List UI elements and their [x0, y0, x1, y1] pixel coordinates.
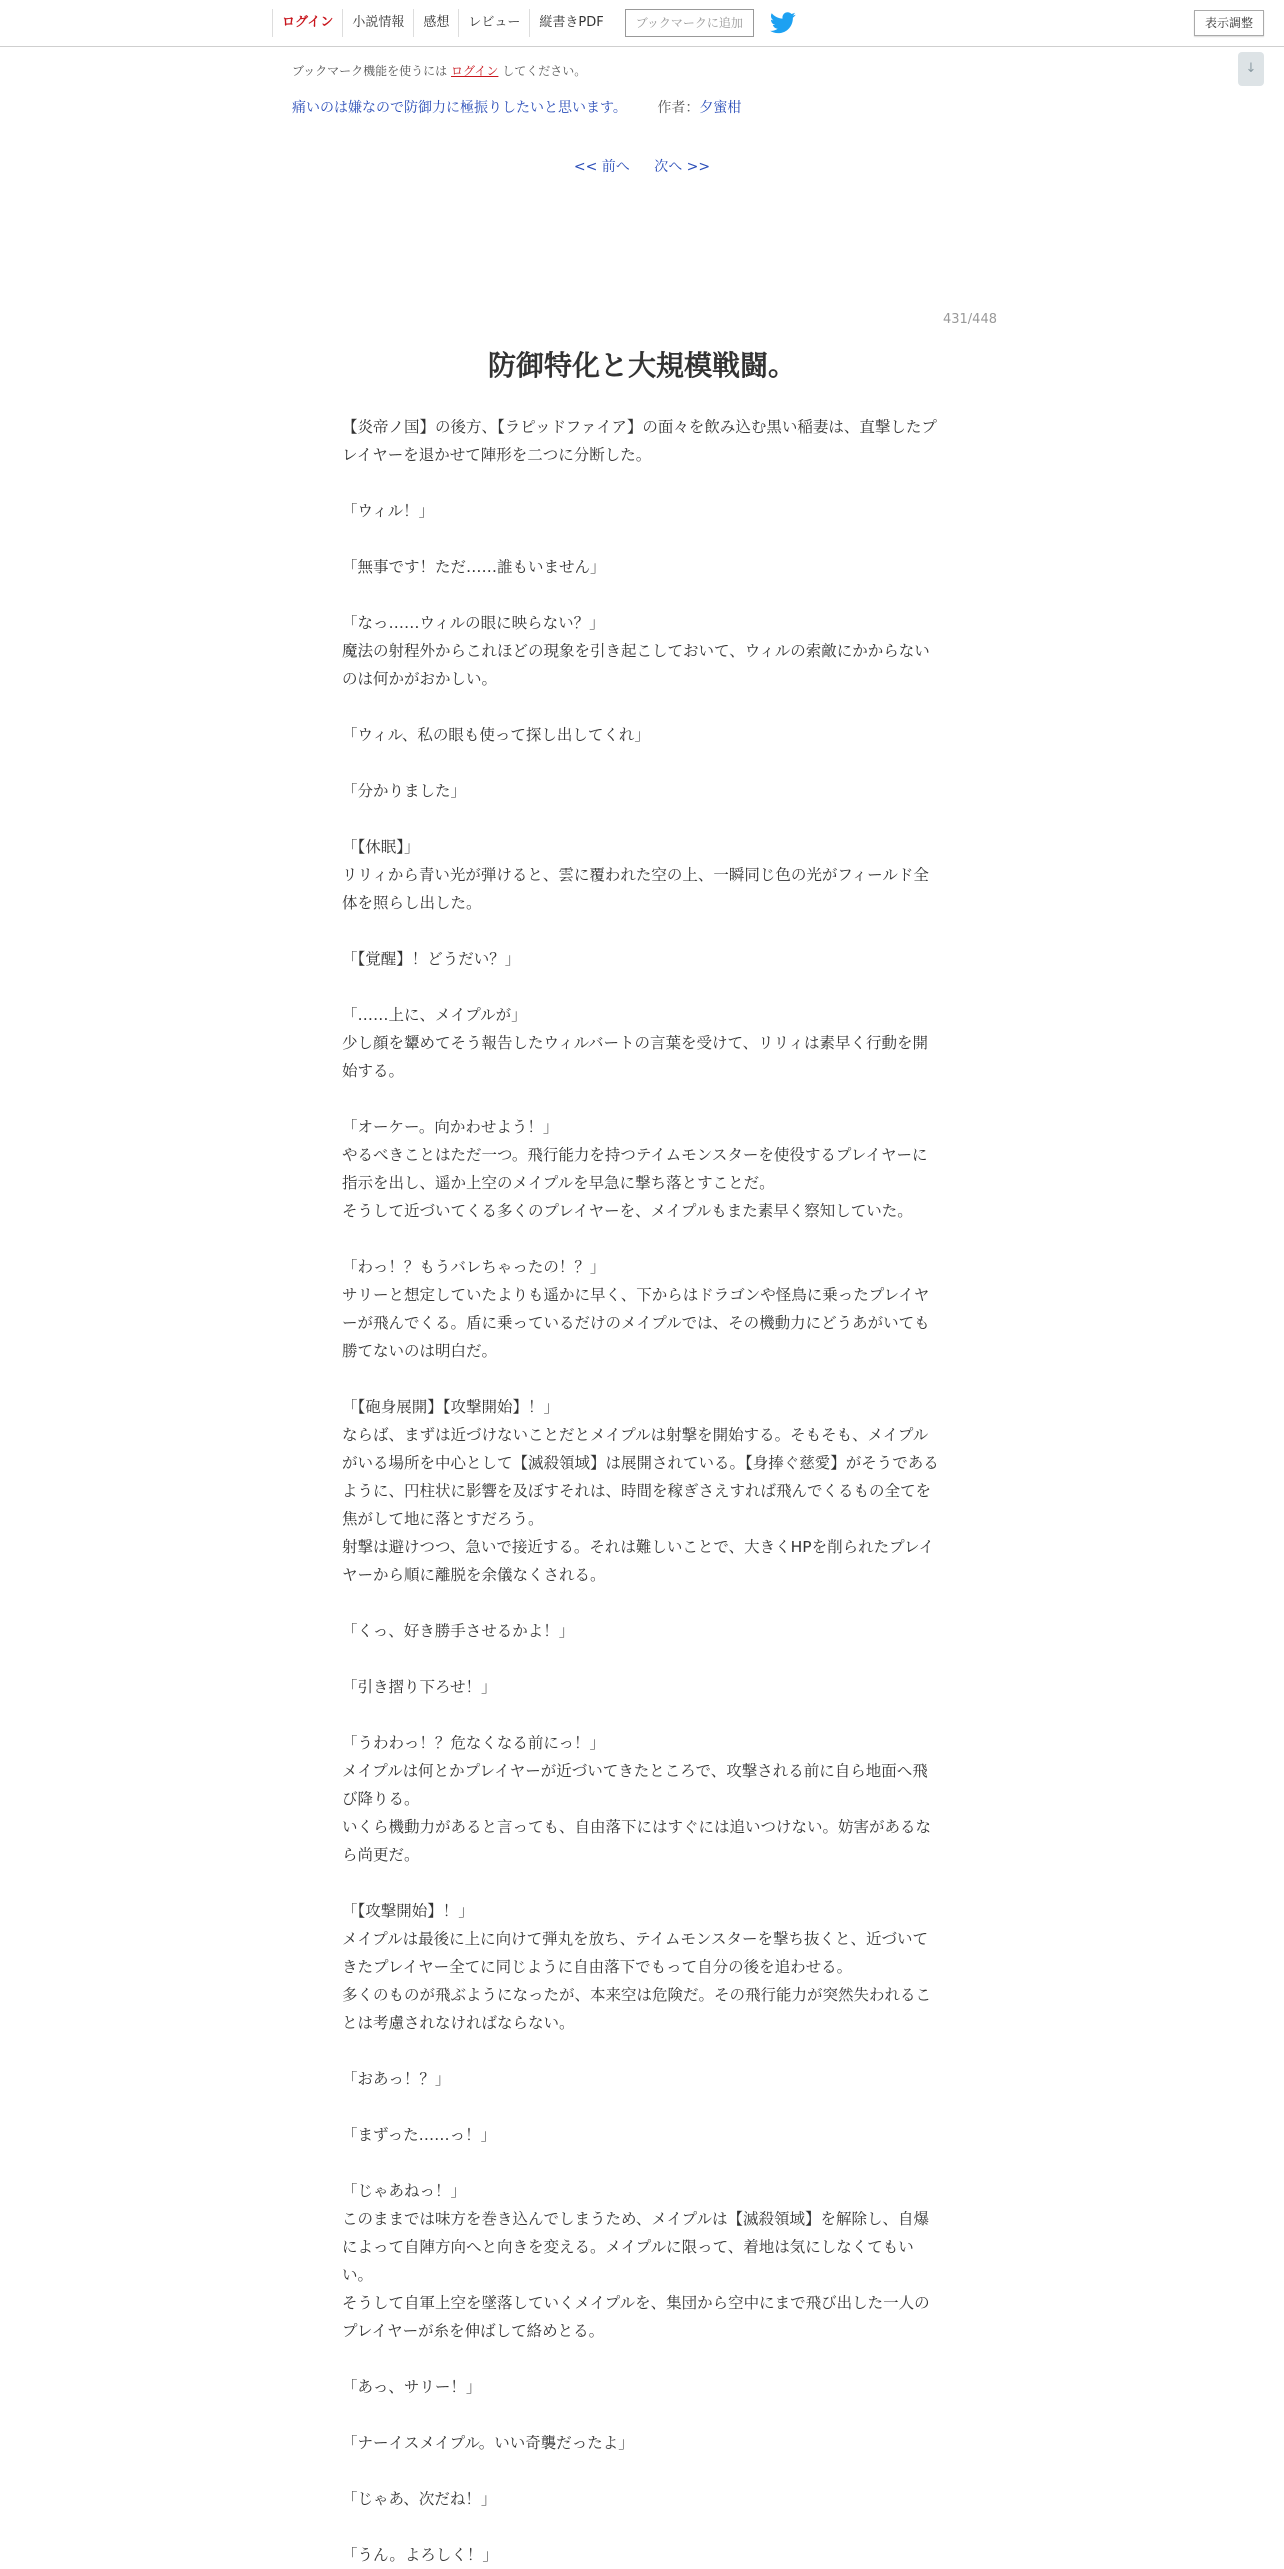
- body-paragraph: このままでは味方を巻き込んでしまうため、メイプルは【滅殺領域】を解除し、自爆によって自陣方向へと向きを変える。メイプルに限って、着地は気にしなくてもいい。: [342, 2210, 929, 2284]
- display-settings-button[interactable]: 表示調整: [1194, 10, 1264, 36]
- nav-login-link[interactable]: ログイン: [272, 9, 342, 37]
- body-paragraph: 「じゃあ、次だね！」: [342, 2490, 497, 2508]
- blank-line: [342, 1701, 942, 1729]
- blank-line: [342, 2513, 942, 2541]
- login-hint-text-before: ブックマーク機能を使うには: [292, 64, 448, 78]
- blank-line: [342, 1869, 942, 1897]
- body-paragraph: 「【攻撃開始】！」: [342, 1902, 474, 1920]
- body-paragraph: 「なっ……ウィルの眼に映らない？」: [342, 614, 605, 632]
- chapter-title: 防御特化と大規模戦闘。: [487, 349, 796, 382]
- blank-line: [342, 1085, 942, 1113]
- body-paragraph: 「【休眠】」: [342, 838, 420, 856]
- twitter-bird-icon[interactable]: [770, 12, 796, 34]
- nav-vertical-pdf-link[interactable]: 縦書きPDF: [529, 9, 612, 37]
- body-paragraph: 「くっ、好き勝手させるかよ！」: [342, 1622, 575, 1640]
- blank-line: [342, 2345, 942, 2373]
- body-paragraph: 「ウィル！」: [342, 502, 435, 520]
- body-paragraph: 射撃は避けつつ、急いで接近する。それは難しいことで、大きくHPを削られたプレイヤーから順に離脱を余儀なくされる。: [342, 1538, 935, 1584]
- body-paragraph: 「オーケー。向かわせよう！」: [342, 1118, 559, 1136]
- prev-chapter-link[interactable]: << 前へ: [573, 159, 630, 175]
- body-paragraph: 「じゃあねっ！」: [342, 2182, 467, 2200]
- body-paragraph: 魔法の射程外からこれほどの現象を引き起こしておいて、ウィルの索敵にかからないのは何かがおかしい。: [342, 642, 930, 688]
- blank-line: [342, 1365, 942, 1393]
- body-paragraph: ならば、まずは近づけないことだとメイプルは射撃を開始する。そもそも、メイプルがいる場所を中心として【滅殺領域】は展開されている。【身捧ぐ慈愛】がそうであるように、円柱状に影響を及ぼすそれは、時間を稼ぎさえすれば飛んでくるもの全てを焦がして地に落とすだろう。: [342, 1426, 939, 1528]
- blank-line: [342, 1589, 942, 1617]
- next-chapter-link[interactable]: 次へ >>: [654, 159, 711, 175]
- chapter-body: [342, 413, 942, 2569]
- blank-line: [342, 2037, 942, 2065]
- blank-line: [342, 917, 942, 945]
- series-title-link[interactable]: 痛いのは嫌なので防御力に極振りしたいと思います。: [292, 100, 627, 116]
- blank-line: [342, 469, 942, 497]
- header-nav: [272, 9, 796, 37]
- nav-novel-info-link[interactable]: 小説情報: [342, 9, 413, 37]
- blank-line: [342, 2401, 942, 2429]
- login-hint-text-after: してください。: [502, 64, 587, 78]
- blank-line: [342, 1645, 942, 1673]
- blank-line: [342, 749, 942, 777]
- nav-review-link[interactable]: レビュー: [458, 9, 529, 37]
- blank-line: [342, 1225, 942, 1253]
- body-paragraph: やるべきことはただ一つ。飛行能力を持つテイムモンスターを使役するプレイヤーに指示を出し、遥か上空のメイプルを早急に撃ち落とすことだ。: [342, 1146, 928, 1192]
- body-paragraph: 「ウィル、私の眼も使って探し出してくれ」: [342, 726, 650, 744]
- author-label: 作者：: [657, 100, 700, 116]
- body-paragraph: そうして近づいてくる多くのプレイヤーを、メイプルもまた素早く察知していた。: [342, 1202, 913, 1220]
- blank-line: [342, 973, 942, 1001]
- chapter-pager: [0, 156, 1284, 176]
- blank-line: [342, 805, 942, 833]
- series-info: [292, 97, 741, 117]
- body-paragraph: 「あっ、サリー！」: [342, 2378, 482, 2396]
- blank-line: [342, 581, 942, 609]
- body-paragraph: メイプルは最後に上に向けて弾丸を放ち、テイムモンスターを撃ち抜くと、近づいてきたプレイヤー全てに同じように自由落下でもって自分の後を追わせる。: [342, 1930, 929, 1976]
- login-hint-link[interactable]: ログイン: [451, 64, 499, 78]
- body-paragraph: 少し顔を顰めてそう報告したウィルバートの言葉を受けて、リリィは素早く行動を開始する。: [342, 1034, 929, 1080]
- body-paragraph: 「無事です！ただ……誰もいません」: [342, 558, 606, 576]
- blank-line: [342, 525, 942, 553]
- body-paragraph: 【炎帝ノ国】の後方、【ラピッドファイア】の面々を飲み込む黒い稲妻は、直撃したプレイヤーを退かせて陣形を二つに分断した。: [342, 418, 937, 464]
- body-paragraph: そうして自軍上空を墜落していくメイプルを、集団から空中にまで飛び出した一人のプレイヤーが糸を伸ばして絡めとる。: [342, 2294, 930, 2340]
- body-paragraph: メイプルは何とかプレイヤーが近づいてきたところで、攻撃される前に自ら地面へ飛び降りる。: [342, 1762, 928, 1808]
- twitter-bird-icon-svg: [770, 12, 796, 34]
- body-paragraph: サリーと想定していたよりも遥かに早く、下からはドラゴンや怪鳥に乗ったプレイヤーが飛んでくる。盾に乗っているだけのメイプルでは、その機動力にどうあがいても勝てないのは明白だ。: [342, 1286, 930, 1360]
- body-paragraph: いくら機動力があると言っても、自由落下にはすぐには追いつけない。妨害があるなら尚更だ。: [342, 1818, 932, 1864]
- body-paragraph: 「引き摺り下ろせ！」: [342, 1678, 497, 1696]
- author-name-link[interactable]: 夕蜜柑: [699, 100, 742, 116]
- body-paragraph: 「【覚醒】！どうだい？」: [342, 950, 521, 968]
- chapter-page-number: 431/448: [942, 312, 997, 327]
- body-paragraph: 「……上に、メイプルが」: [342, 1006, 527, 1024]
- blank-line: [342, 693, 942, 721]
- top-header: [0, 0, 1284, 47]
- body-paragraph: 多くのものが飛ぶようになったが、本来空は危険だ。その飛行能力が突然失われることは考慮されなければならない。: [342, 1986, 932, 2032]
- body-paragraph: 「【砲身展開】【攻撃開始】！」: [342, 1398, 560, 1416]
- body-paragraph: 「うわわっ！？危なくなる前にっ！」: [342, 1734, 606, 1752]
- nav-impressions-link[interactable]: 感想: [413, 9, 458, 37]
- bookmark-login-hint: [292, 62, 586, 79]
- down-arrow-icon[interactable]: ↓: [1238, 52, 1264, 86]
- body-paragraph: 「分かりました」: [342, 782, 467, 800]
- blank-line: [342, 2457, 942, 2485]
- body-paragraph: 「まずった……っ！」: [342, 2126, 497, 2144]
- blank-line: [342, 2093, 942, 2121]
- body-paragraph: リリィから青い光が弾けると、雲に覆われた空の上、一瞬同じ色の光がフィールド全体を照らし出した。: [342, 866, 929, 912]
- add-bookmark-button[interactable]: ブックマークに追加: [625, 9, 754, 37]
- body-paragraph: 「うん。よろしく！」: [342, 2546, 498, 2564]
- body-paragraph: 「ナーイスメイプル。いい奇襲だったよ」: [342, 2434, 634, 2452]
- body-paragraph: 「わっ！？もうバレちゃったの！？」: [342, 1258, 606, 1276]
- body-paragraph: 「おあっ！？」: [342, 2070, 451, 2088]
- blank-line: [342, 2149, 942, 2177]
